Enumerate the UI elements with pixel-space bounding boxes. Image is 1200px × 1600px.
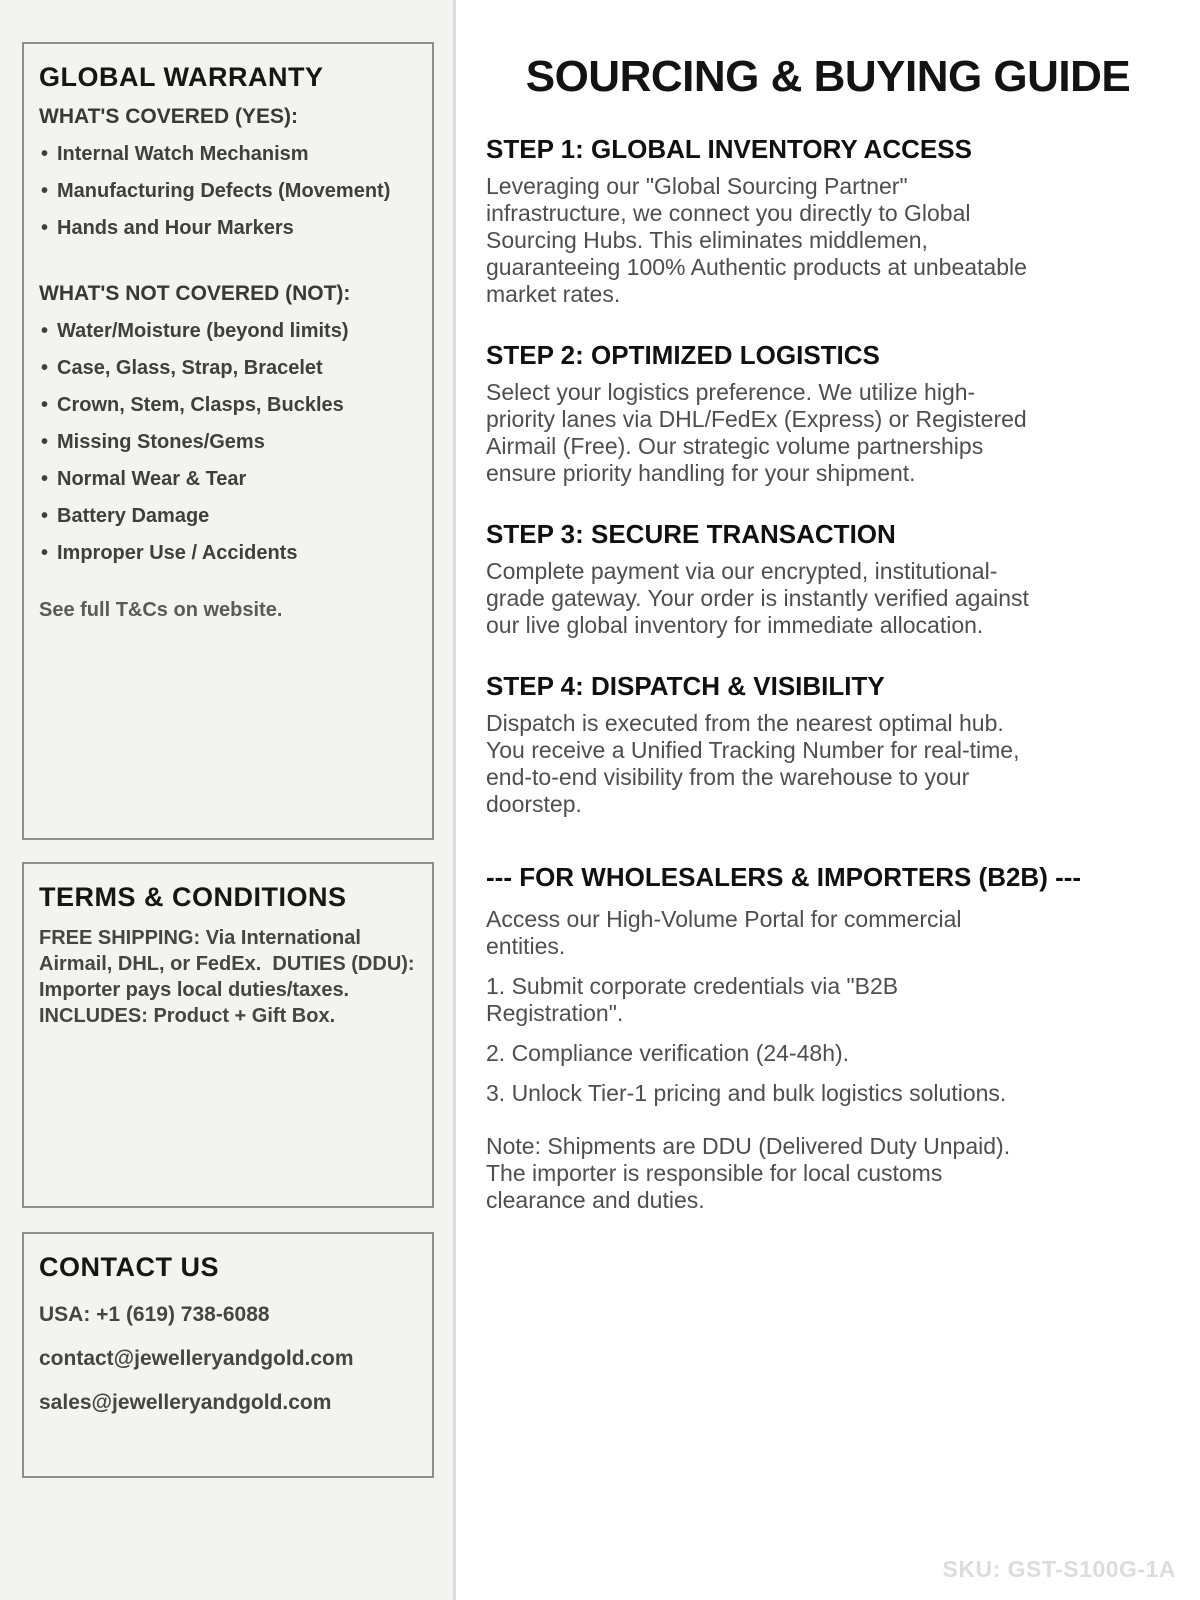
- b2b-item-2: 2. Compliance verification (24-48h).: [486, 1040, 850, 1066]
- b2b-note: Note: Shipments are DDU (Delivered Duty Unpaid). The importer is responsible for local customs clearance and duties.: [486, 1133, 1011, 1213]
- not-covered-list: [39, 320, 417, 565]
- list-item: • Manufacturing Defects (Movement): [39, 180, 417, 203]
- covered-list: [39, 143, 417, 240]
- covered-heading: WHAT'S COVERED (YES):: [39, 105, 298, 128]
- warranty-footnote: See full T&Cs on website.: [39, 599, 283, 621]
- guide-content: [486, 134, 1082, 1214]
- contact-phone: USA: +1 (619) 738-6088: [39, 1303, 270, 1326]
- b2b-intro: Access our High-Volume Portal for commercial entities.: [486, 906, 962, 959]
- step-3-section: [486, 519, 1061, 639]
- terms-conditions-panel: [22, 862, 434, 1208]
- contact-title: CONTACT US: [39, 1252, 219, 1282]
- step-3-body: Complete payment via our encrypted, institutional-grade gateway. Your order is instantly verified against our live global inventory for immediate allocation.: [486, 558, 1029, 638]
- b2b-section: [486, 862, 1082, 1214]
- step-2-heading: STEP 2: OPTIMIZED LOGISTICS: [486, 340, 880, 370]
- contact-email-sales: sales@jewelleryandgold.com: [39, 1391, 332, 1414]
- terms-body: FREE SHIPPING: Via International Airmail, DHL, or FedEx. DUTIES (DDU): Importer pays local duties/taxes. INCLUDES: Product + Gift Box.: [39, 927, 421, 1027]
- warranty-title: GLOBAL WARRANTY: [39, 62, 324, 92]
- list-item: • Internal Watch Mechanism: [39, 143, 417, 166]
- terms-title: TERMS & CONDITIONS: [39, 882, 347, 912]
- list-item: • Water/Moisture (beyond limits): [39, 320, 417, 343]
- list-item: • Hands and Hour Markers: [39, 217, 417, 240]
- step-1-heading: STEP 1: GLOBAL INVENTORY ACCESS: [486, 134, 972, 164]
- list-item: • Improper Use / Accidents: [39, 542, 417, 565]
- step-3-heading: STEP 3: SECURE TRANSACTION: [486, 519, 896, 549]
- b2b-heading: --- FOR WHOLESALERS & IMPORTERS (B2B) ---: [486, 862, 1082, 892]
- step-2-section: [486, 340, 1061, 487]
- step-4-body: Dispatch is executed from the nearest optimal hub. You receive a Unified Tracking Number for real-time, end-to-end visibility from the warehouse to your doorstep.: [486, 710, 1020, 817]
- list-item: • Battery Damage: [39, 505, 417, 528]
- step-2-body: Select your logistics preference. We utilize high-priority lanes via DHL/FedEx (Express) or Registered Airmail (Free). Our strategic volume partnerships ensure priority handling for your shipment.: [486, 379, 1027, 486]
- not-covered-heading: WHAT'S NOT COVERED (NOT):: [39, 282, 351, 305]
- page-title: SOURCING & BUYING GUIDE: [525, 52, 1131, 101]
- contact-email-primary: contact@jewelleryandgold.com: [39, 1347, 354, 1370]
- list-item: • Crown, Stem, Clasps, Buckles: [39, 394, 417, 417]
- list-item: • Case, Glass, Strap, Bracelet: [39, 357, 417, 380]
- list-item: • Normal Wear & Tear: [39, 468, 417, 491]
- step-1-body: Leveraging our "Global Sourcing Partner" infrastructure, we connect you directly to Global Sourcing Hubs. This eliminates middlemen, guaranteeing 100% Authentic products at unbeatable market rates.: [486, 173, 1027, 307]
- sku-label: SKU: GST-S100G-1A: [942, 1556, 1176, 1582]
- b2b-item-3: 3. Unlock Tier-1 pricing and bulk logistics solutions.: [486, 1080, 1007, 1106]
- step-4-heading: STEP 4: DISPATCH & VISIBILITY: [486, 671, 885, 701]
- main-content: [456, 0, 1200, 1600]
- sidebar: [0, 0, 456, 1600]
- global-warranty-panel: [22, 42, 434, 840]
- contact-us-panel: [22, 1232, 434, 1478]
- list-item: • Missing Stones/Gems: [39, 431, 417, 454]
- step-4-section: [486, 671, 1061, 818]
- b2b-item-1: 1. Submit corporate credentials via "B2B Registration".: [486, 973, 899, 1026]
- step-1-section: [486, 134, 1061, 308]
